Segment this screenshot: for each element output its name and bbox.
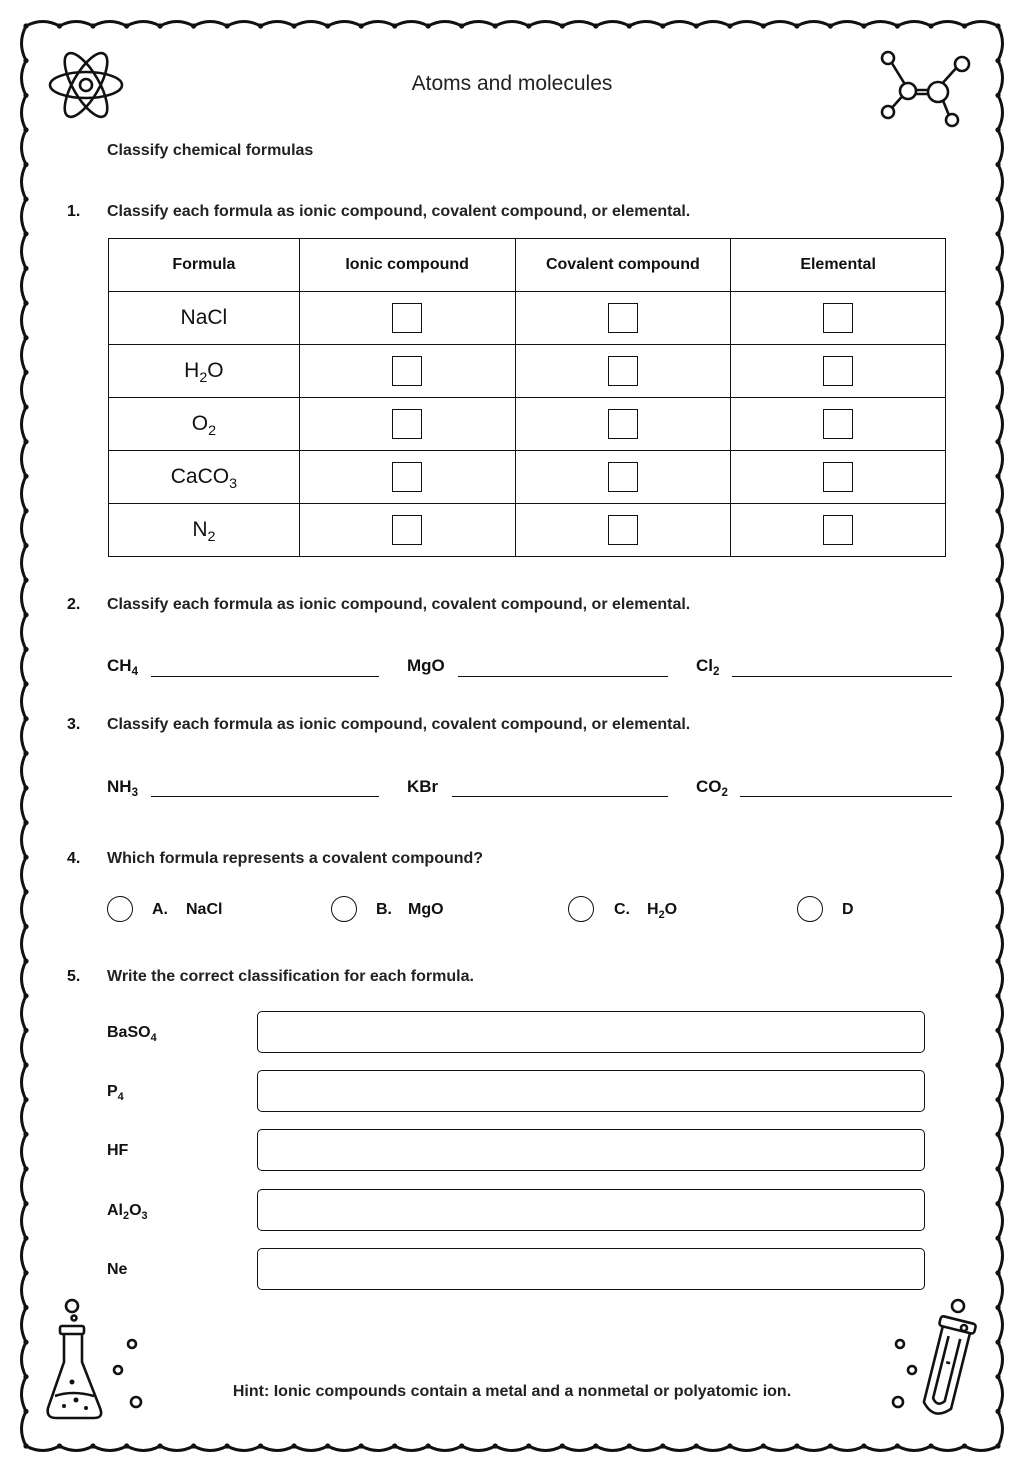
q5-answer-box[interactable] xyxy=(257,1070,925,1112)
option-a-letter: A. xyxy=(152,901,168,918)
q2-formula-1: $CH_4$ xyxy=(107,656,138,679)
table-row xyxy=(109,451,946,504)
q3-answer-line-1[interactable] xyxy=(151,796,379,797)
q5-formula-label: BaSO$_4$ xyxy=(107,1024,157,1044)
option-b-text: MgO xyxy=(408,901,444,918)
q2-formula-3: $Cl_2$ xyxy=(696,656,720,679)
cell-elemental xyxy=(731,504,946,557)
question-2-text: Classify each formula as ionic compound, covalent compound, or elemental. xyxy=(107,596,691,613)
header-formula: Formula xyxy=(109,239,300,292)
cell-elemental xyxy=(731,292,946,345)
question-4-text: Which formula represents a covalent compound? xyxy=(107,850,484,867)
covalent-checkbox[interactable] xyxy=(608,303,638,333)
page-subtitle: Classify chemical formulas xyxy=(107,142,314,159)
ionic-checkbox[interactable] xyxy=(392,515,422,545)
question-3-text: Classify each formula as ionic compound, covalent compound, or elemental. xyxy=(107,716,691,733)
q5-formula-label: HF xyxy=(107,1142,129,1159)
cell-elemental xyxy=(731,398,946,451)
covalent-checkbox[interactable] xyxy=(608,409,638,439)
cell-ionic xyxy=(299,398,515,451)
option-b-letter: B. xyxy=(376,901,392,918)
formula-cell: $O_2$ xyxy=(109,398,300,451)
flask-icon xyxy=(42,1296,152,1426)
header-covalent: Covalent compound xyxy=(515,239,731,292)
option-c-text: $H_2O$ xyxy=(647,901,678,921)
q5-answer-box[interactable] xyxy=(257,1129,925,1171)
q3-formula-1: $NH_3$ xyxy=(107,777,138,800)
option-d-radio[interactable] xyxy=(797,896,823,922)
q5-formula-label: $Al_2O_3$ xyxy=(107,1202,148,1222)
option-c-letter: C. xyxy=(614,901,630,918)
cell-ionic xyxy=(299,451,515,504)
q2-formula-2: MgO xyxy=(407,656,445,675)
table-header-row xyxy=(109,239,946,292)
q5-answer-box[interactable] xyxy=(257,1011,925,1053)
formula-cell: NaCl xyxy=(109,292,300,345)
cell-covalent xyxy=(515,345,731,398)
q5-answer-box[interactable] xyxy=(257,1248,925,1290)
cell-elemental xyxy=(731,451,946,504)
test-tube-icon xyxy=(884,1296,984,1426)
formula-cell: CaCO$_3$ xyxy=(109,451,300,504)
ionic-checkbox[interactable] xyxy=(392,356,422,386)
page-title: Atoms and molecules xyxy=(411,72,613,95)
question-5-text: Write the correct classification for each formula. xyxy=(107,968,474,985)
table-row xyxy=(109,504,946,557)
cell-covalent xyxy=(515,504,731,557)
table-row xyxy=(109,345,946,398)
ionic-checkbox[interactable] xyxy=(392,409,422,439)
elemental-checkbox[interactable] xyxy=(823,356,853,386)
question-1-number: 1. xyxy=(67,203,81,220)
question-5-number: 5. xyxy=(67,968,81,985)
q3-answer-line-3[interactable] xyxy=(740,796,952,797)
question-3-number: 3. xyxy=(67,716,81,733)
header-ionic: Ionic compound xyxy=(299,239,515,292)
option-a-radio[interactable] xyxy=(107,896,133,922)
question-4-number: 4. xyxy=(67,850,81,867)
option-d-letter: D xyxy=(842,901,854,918)
q2-answer-line-1[interactable] xyxy=(151,676,379,677)
elemental-checkbox[interactable] xyxy=(823,303,853,333)
q2-answer-line-3[interactable] xyxy=(732,676,952,677)
table-row xyxy=(109,398,946,451)
hint-text: Hint: Ionic compounds contain a metal and a nonmetal or polyatomic ion. xyxy=(232,1383,792,1400)
cell-elemental xyxy=(731,345,946,398)
covalent-checkbox[interactable] xyxy=(608,356,638,386)
cell-ionic xyxy=(299,345,515,398)
elemental-checkbox[interactable] xyxy=(823,515,853,545)
cell-covalent xyxy=(515,398,731,451)
cell-ionic xyxy=(299,292,515,345)
question-2-number: 2. xyxy=(67,596,81,613)
q3-formula-3: $CO_2$ xyxy=(696,777,728,800)
ionic-checkbox[interactable] xyxy=(392,462,422,492)
table-row xyxy=(109,292,946,345)
covalent-checkbox[interactable] xyxy=(608,515,638,545)
option-b-radio[interactable] xyxy=(331,896,357,922)
q5-answer-box[interactable] xyxy=(257,1189,925,1231)
elemental-checkbox[interactable] xyxy=(823,409,853,439)
q2-answer-line-2[interactable] xyxy=(458,676,668,677)
cell-covalent xyxy=(515,451,731,504)
formula-cell: $N_2$ xyxy=(109,504,300,557)
elemental-checkbox[interactable] xyxy=(823,462,853,492)
classification-table xyxy=(108,238,946,557)
cell-ionic xyxy=(299,504,515,557)
q3-answer-line-2[interactable] xyxy=(452,796,668,797)
q5-formula-label: $P_4$ xyxy=(107,1083,124,1103)
q3-formula-2: KBr xyxy=(407,777,439,796)
ionic-checkbox[interactable] xyxy=(392,303,422,333)
q5-formula-label: Ne xyxy=(107,1261,128,1278)
header-elemental: Elemental xyxy=(731,239,946,292)
option-c-radio[interactable] xyxy=(568,896,594,922)
cell-covalent xyxy=(515,292,731,345)
formula-cell: $H_2O$ xyxy=(109,345,300,398)
covalent-checkbox[interactable] xyxy=(608,462,638,492)
question-1-text: Classify each formula as ionic compound, covalent compound, or elemental. xyxy=(107,203,691,220)
option-a-text: NaCl xyxy=(186,901,223,918)
